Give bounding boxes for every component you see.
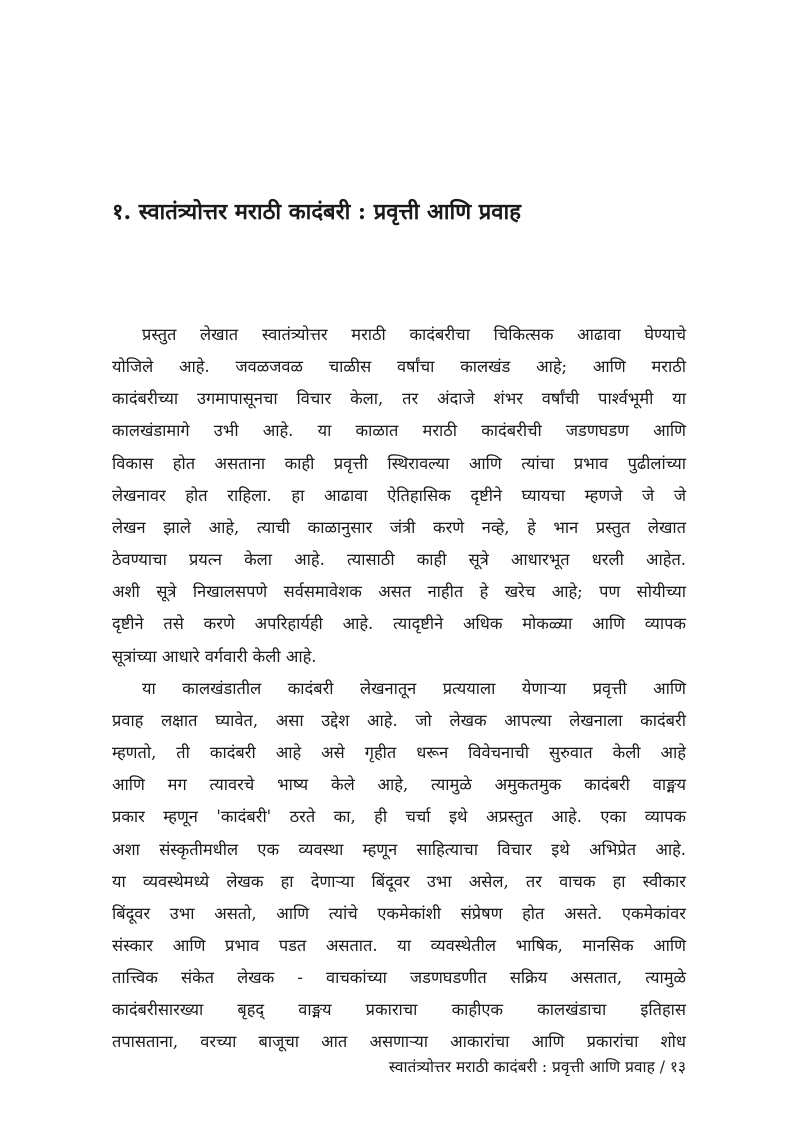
text-line: लेखन झाले आहे, त्याची काळानुसार जंत्री करणे नव्हे, हे भान प्रस्तुत लेखात (112, 517, 686, 537)
text-line: म्हणतो, ती कादंबरी आहे असे गृहीत धरून विवेचनाची सुरुवात केली आहे (112, 743, 686, 763)
text-line: कादंबरीसारख्या बृहद् वाङ्मय प्रकाराचा काहीएक कालखंडाचा इतिहास (112, 1000, 686, 1020)
text-line: या कालखंडातील कादंबरी लेखनातून प्रत्ययाला येणाऱ्या प्रवृत्ती आणि (142, 678, 686, 698)
text-line: आणि मग त्यावरचे भाष्य केले आहे, त्यामुळे अमुकतमुक कादंबरी वाङ्मय (112, 775, 686, 795)
text-line: तात्त्विक संकेत लेखक - वाचकांच्या जडणघडणीत सक्रिय असतात, त्यामुळे (112, 968, 686, 988)
text-line: संस्कार आणि प्रभाव पडत असतात. या व्यवस्थेतील भाषिक, मानसिक आणि (112, 935, 686, 955)
text-line: तपासताना, वरच्या बाजूचा आत असणाऱ्या आकारांचा आणि प्रकारांचा शोध (112, 1032, 686, 1052)
text-line: कालखंडामागे उभी आहे. या काळात मराठी कादंबरीची जडणघडण आणि (112, 421, 686, 441)
running-footer: स्वातंत्र्योत्तर मराठी कादंबरी : प्रवृत्ती आणि प्रवाह / १३ (388, 1058, 686, 1076)
text-line: लेखनावर होत राहिला. हा आढावा ऐतिहासिक दृष्टीने घ्यायचा म्हणजे जे जे (112, 485, 686, 505)
text-line: या व्यवस्थेमध्ये लेखक हा देणाऱ्या बिंदूवर उभा असेल, तर वाचक हा स्वीकार (112, 871, 686, 891)
paragraph-1 (112, 319, 686, 673)
text-line: दृष्टीने तसे करणे अपरिहार्यही आहे. त्यादृष्टीने अधिक मोकळ्या आणि व्यापक (112, 614, 686, 634)
text-line: योजिले आहे. जवळजवळ चाळीस वर्षांचा कालखंड आहे; आणि मराठी (112, 357, 686, 377)
text-line: अशी सूत्रे निखालसपणे सर्वसमावेशक असत नाहीत हे खरेच आहे; पण सोयीच्या (112, 582, 686, 602)
text-line: कादंबरीच्या उगमापासूनचा विचार केला, तर अंदाजे शंभर वर्षांची पार्श्वभूमी या (112, 389, 686, 409)
body-text (112, 319, 686, 1059)
text-line: सूत्रांच्या आधारे वर्गवारी केली आहे. (112, 646, 317, 666)
text-line: प्रवाह लक्षात घ्यावेत, असा उद्देश आहे. जो लेखक आपल्या लेखनाला कादंबरी (112, 710, 686, 730)
text-line: प्रस्तुत लेखात स्वातंत्र्योत्तर मराठी कादंबरीचा चिकित्सक आढावा घेण्याचे (142, 325, 686, 344)
text-line: बिंदूवर उभा असतो, आणि त्यांचे एकमेकांशी संप्रेषण होत असते. एकमेकांवर (112, 903, 686, 923)
paragraph-2 (112, 673, 686, 1059)
text-line: प्रकार म्हणून 'कादंबरी' ठरते का, ही चर्चा इथे अप्रस्तुत आहे. एका व्यापक (112, 807, 686, 827)
text-line: अशा संस्कृतीमधील एक व्यवस्था म्हणून साहित्याचा विचार इथे अभिप्रेत आहे. (112, 839, 686, 859)
text-line: ठेवण्याचा प्रयत्न केला आहे. त्यासाठी काही सूत्रे आधारभूत धरली आहेत. (112, 550, 686, 570)
chapter-title: १. स्वातंत्र्योत्तर मराठी कादंबरी : प्रवृत्ती आणि प्रवाह (112, 199, 521, 225)
text-line: विकास होत असताना काही प्रवृत्ती स्थिरावल्या आणि त्यांचा प्रभाव पुढीलांच्या (112, 453, 686, 473)
